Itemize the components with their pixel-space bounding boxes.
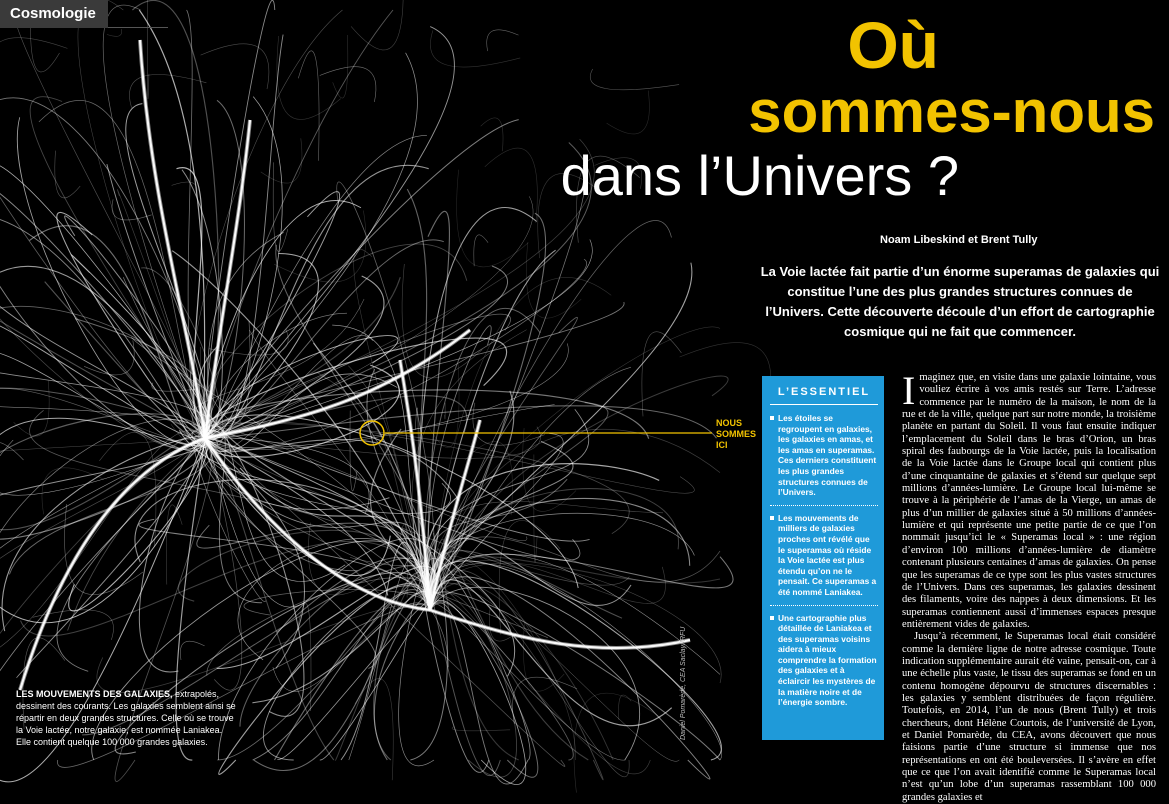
stream-line xyxy=(253,592,430,760)
title-line-1: Où xyxy=(847,12,939,78)
here-label-line: SOMMES xyxy=(716,429,756,440)
stream-line xyxy=(0,438,209,539)
stream-line xyxy=(201,423,629,534)
stream-line xyxy=(30,410,431,610)
title-line-3: dans l’Univers ? xyxy=(561,148,959,204)
stream-line xyxy=(55,151,80,198)
essentiel-title: L’ESSENTIEL xyxy=(770,386,878,405)
stream-line xyxy=(29,226,205,444)
here-label xyxy=(716,418,756,451)
stream-line xyxy=(341,542,430,760)
essentiel-box xyxy=(762,376,884,740)
stream-line xyxy=(205,53,417,438)
stream-line xyxy=(452,727,510,731)
title-line-2: sommes-nous xyxy=(748,82,1155,142)
stream-line xyxy=(0,370,212,438)
stream-line xyxy=(16,438,205,678)
stream-line xyxy=(103,5,205,438)
stream-line xyxy=(680,343,771,401)
essentiel-item: Les étoiles se regroupent en galaxies, les galaxies en amas, et les amas en superamas. Ces derniers constituent les plus grandes structures connues de l’Univers. xyxy=(770,413,878,498)
stream-line xyxy=(430,610,690,648)
stream-line xyxy=(619,695,632,720)
caption-text: extrapolés, dessinent des courants. Les galaxies semblent ainsi se répartir en deux grandes structures. Celle où se trouve la Voie lactée, notre galaxie, est nommée Laniakea. Elle contient quelque 100 000 grandes galaxies. xyxy=(16,689,236,747)
stream-line xyxy=(430,165,586,610)
essentiel-divider xyxy=(770,605,878,606)
stream-line xyxy=(430,551,588,760)
drop-cap: I xyxy=(902,374,915,408)
article-lede: La Voie lactée fait partie d’un énorme superamas de galaxies qui constitue l’une des plus grandes structures connues de l’Univers. Cette découverte découle d’un effort de cartographie cosmique qui ne fait que commencer. xyxy=(760,262,1160,342)
stream-line xyxy=(240,558,432,726)
stream-line xyxy=(457,170,529,267)
stream-line xyxy=(374,594,432,760)
stream-line xyxy=(430,554,733,610)
stream-line xyxy=(427,327,720,610)
stream-line xyxy=(217,569,436,760)
stream-line xyxy=(430,554,720,675)
stream-line xyxy=(526,242,581,318)
section-rubric: Cosmologie xyxy=(0,0,108,28)
essentiel-divider xyxy=(770,505,878,506)
stream-line xyxy=(474,235,488,266)
stream-line xyxy=(487,30,519,51)
stream-line xyxy=(402,264,482,378)
stream-line xyxy=(430,583,613,760)
stream-line xyxy=(0,319,205,440)
stream-line xyxy=(112,199,152,220)
stream-line xyxy=(430,587,640,760)
stream-line xyxy=(354,249,430,610)
article-authors: Noam Libeskind et Brent Tully xyxy=(880,234,1038,246)
stream-line xyxy=(107,29,122,36)
stream-line xyxy=(274,211,366,283)
stream-line xyxy=(351,0,403,50)
stream-line xyxy=(590,69,679,90)
stream-line xyxy=(140,40,205,438)
stream-line xyxy=(0,430,205,659)
rubric-divider xyxy=(108,27,168,28)
stream-line xyxy=(481,118,503,151)
stream-line xyxy=(0,438,205,644)
body-paragraph xyxy=(902,372,1156,631)
stream-line xyxy=(201,44,269,89)
stream-line xyxy=(607,91,650,134)
stream-line xyxy=(0,321,205,439)
essentiel-item: Les mouvements de milliers de galaxies proches ont révélé que le superamas où réside la Voie lactée est plus étendu qu’on ne le pensait. Ce superamas a été nommé Laniakea. xyxy=(770,513,878,598)
figure-caption xyxy=(16,688,236,748)
body-paragraph: Jusqu’à récemment, le Superamas local était considéré comme la dernière ligne de notre adresse cosmique. Toute indication supplémentaire aurait été vaine, pensait-on, car à une échelle plus vaste, le tissu des superamas se fond en un contenu homogène dépourvu de structures discernables : les galaxies y semblent distribuées de façon régulière. Toutefois, en 2014, l’un de nous (Brent Tully) et trois chercheurs, dont Hélène Courtois, de l’université de Lyon, et Daniel Pomarède, du CEA, avons découvert que nous faisions partie d’une structure si immense que nos représentations en ont été bouleversées. Il s’avère en effet que ce que l’on avait identifié comme le Superamas local n’est qu’un lobe d’un superamas rassemblant 100 000 grandes galaxies et xyxy=(902,631,1156,804)
stream-line xyxy=(430,583,679,761)
stream-line xyxy=(0,38,67,81)
stream-line xyxy=(84,340,134,375)
stream-line xyxy=(205,232,284,438)
stream-line xyxy=(129,75,206,108)
image-credit: Daniel Pomarède, CEA Saclay/IRFU xyxy=(680,627,687,740)
stream-line xyxy=(0,438,205,580)
here-label-line: ICI xyxy=(716,440,756,451)
stream-line xyxy=(147,0,149,99)
stream-line xyxy=(642,332,682,417)
stream-line xyxy=(205,10,393,438)
essentiel-item: Une cartographie plus détaillée de Laniakea et des superamas voisins aidera à mieux comprendre la formation des galaxies et à éclaircir les mystères de la matière noire et de l’énergie sombre. xyxy=(770,613,878,708)
stream-line xyxy=(205,438,388,596)
stream-line xyxy=(205,431,304,717)
stream-line xyxy=(205,276,384,438)
here-label-line: NOUS xyxy=(716,418,756,429)
stream-line xyxy=(180,641,204,660)
stream-line xyxy=(430,420,480,610)
stream-line xyxy=(485,148,538,223)
stream-line xyxy=(0,442,24,515)
caption-lead: LES MOUVEMENTS DES GALAXIES, xyxy=(16,689,173,699)
stream-line xyxy=(0,214,205,439)
stream-line xyxy=(205,374,397,451)
stream-line xyxy=(0,136,205,439)
stream-line xyxy=(132,0,218,438)
stream-line xyxy=(277,36,341,119)
stream-line xyxy=(166,505,182,585)
body-paragraph-text: maginez que, en visite dans une galaxie lointaine, vous vouliez écrire à vos amis restés sur Terre. L’adresse commence par le numéro de la maison, le nom de la rue et de la ville, quelque part sur notre monde, la troisième planète en partant du Soleil. Il vous faut ensuite indiquer l’emplacement du Soleil dans le bras d’Orion, un bras spiral des faubourgs de la Voie lactée, puis la localisation de la Voie lactée dans le Groupe local qui contient plus d’une cinquantaine de galaxies et s’étend sur quelque sept millions d’années-lumière. Le Groupe local lui-même se trouve à la périphérie de l’amas de la Vierge, un amas de plus d’un millier de galaxies situé à 50 millions d’années-lumière et qui représente une petite partie de ce que l’on nommait jusqu’ici le « Superamas local » : une région d’environ 100 millions d’années-lumière de diamètre contenant plusieurs centaines d’amas de galaxies. On pense que les superamas de ce type sont les plus vastes structures de l’Univers. Dans ces superamas, les galaxies dessinent des filaments, voire des nappes à deux dimensions. Et les superamas contiennent aussi d’immenses espaces presque entièrement vides de galaxies. xyxy=(902,372,1156,630)
article-body xyxy=(902,372,1156,748)
